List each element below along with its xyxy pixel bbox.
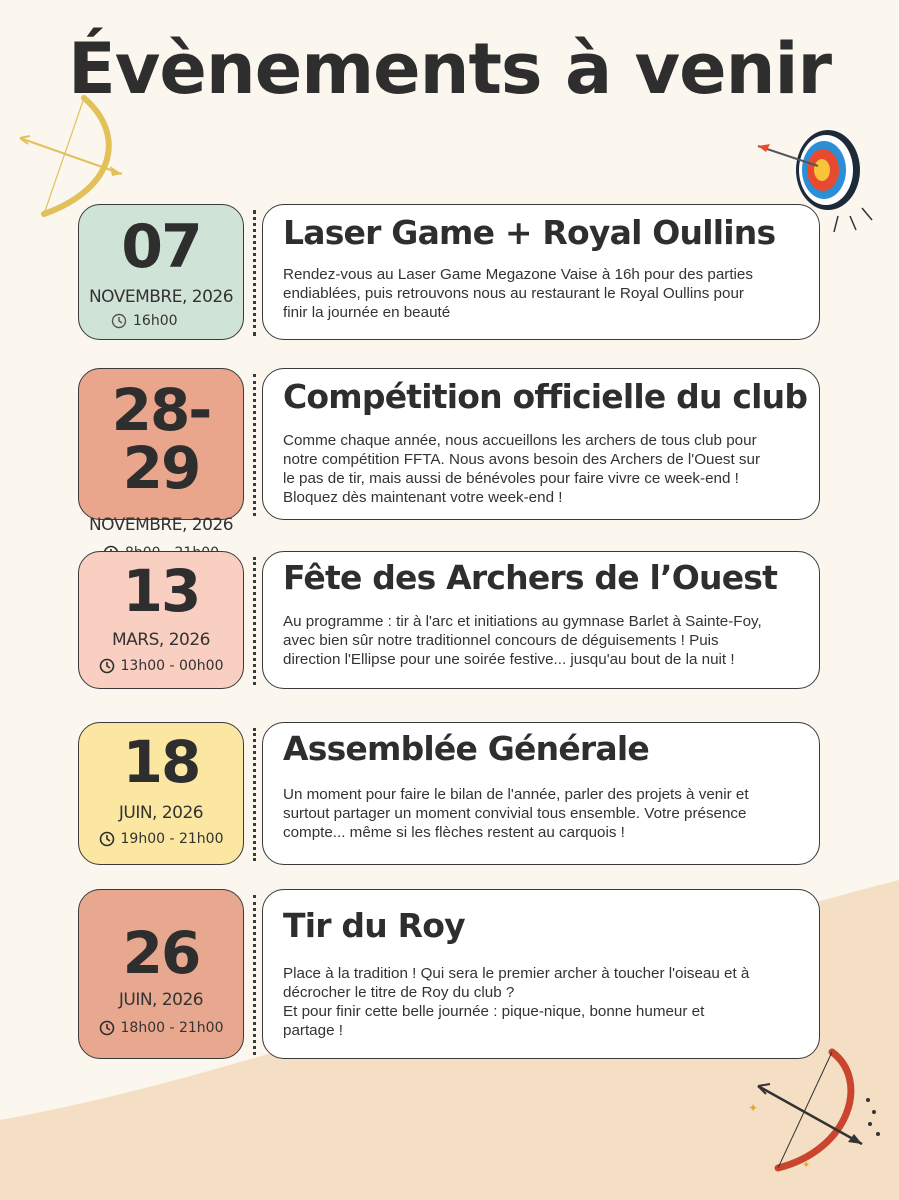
event-description: Au programme : tir à l'arc et initiations au gymnase Barlet à Sainte-Foy, avec bien sûr notre traditionnel concours de déguisements ! Puis direction l'Ellipse pour une soirée festive... jusqu'au bout de la nuit ! [283, 613, 762, 669]
event-day: 28-29 [111, 376, 211, 502]
event-card [262, 551, 820, 689]
event-month: NOVEMBRE, 2026 [88, 287, 234, 307]
event-title: Tir du Roy [283, 906, 465, 945]
date-card [78, 368, 244, 535]
event-title: Compétition officielle du club [283, 377, 808, 416]
event-time-label: 18h00 - 21h00 [120, 1020, 224, 1036]
date-card [78, 204, 244, 340]
event-month: JUIN, 2026 [118, 990, 204, 1010]
event-description: Place à la tradition ! Qui sera le premier archer à toucher l'oiseau et à décrocher le titre de Roy du club ? Et pour finir cette belle journée : pique-nique, bonne humeur et partage ! [283, 965, 750, 1040]
event-time-label: 19h00 - 21h00 [120, 831, 224, 847]
event-time-label: 13h00 - 00h00 [120, 658, 224, 674]
event-day: 13 [122, 557, 200, 625]
event-time [79, 313, 243, 329]
event-card [262, 204, 820, 340]
date-card [78, 889, 244, 1059]
event-day: 26 [122, 919, 200, 987]
event-time [79, 1020, 243, 1036]
event-card [262, 722, 820, 865]
dotted-divider [253, 895, 256, 1055]
clock-icon [99, 658, 115, 674]
event-title: Assemblée Générale [283, 729, 649, 768]
clock-icon [111, 313, 127, 329]
event-title: Fête des Archers de l’Ouest [283, 558, 778, 597]
event-month: MARS, 2026 [112, 630, 210, 650]
svg-text:✦: ✦ [802, 1160, 811, 1171]
event-time-label: 16h00 [133, 313, 178, 329]
event-description: Comme chaque année, nous accueillons les archers de tous club pour notre compétition FFTA. Nous avons besoin des Archers de l'Ouest sur le pas de tir, mais aussi de bénévoles pour faire vivre ce week-end ! Bloquez dès maintenant votre week-end ! [283, 432, 761, 507]
event-day: 07 [121, 212, 201, 282]
bow-icon [740, 1040, 890, 1180]
dotted-divider [253, 557, 256, 685]
clock-icon [99, 831, 115, 847]
dotted-divider [253, 728, 256, 861]
page-title: Évènements à venir [67, 28, 832, 110]
event-description: Un moment pour faire le bilan de l'année, parler des projets à venir et surtout partager un moment convivial tous ensemble. Votre présence compte... même si les flèches restent au carquois ! [283, 786, 749, 842]
event-card [262, 889, 820, 1059]
event-time [79, 658, 243, 674]
event-month: JUIN, 2026 [118, 803, 204, 823]
event-card [262, 368, 820, 520]
event-month: NOVEMBRE, 2026 [88, 515, 234, 535]
event-day: 18 [122, 728, 200, 796]
dotted-divider [253, 210, 256, 336]
clock-icon [99, 1020, 115, 1036]
bow-arrow-icon [14, 92, 129, 222]
event-time [79, 831, 243, 847]
event-title: Laser Game + Royal Oullins [283, 213, 776, 252]
dotted-divider [253, 374, 256, 516]
date-card [78, 722, 244, 865]
date-card [78, 551, 244, 689]
event-description: Rendez-vous au Laser Game Megazone Vaise à 16h pour des parties endiablées, puis retrouvons nous au restaurant le Royal Oullins pour finir la journée en beauté [283, 266, 753, 322]
svg-text:✦: ✦ [748, 1101, 759, 1115]
